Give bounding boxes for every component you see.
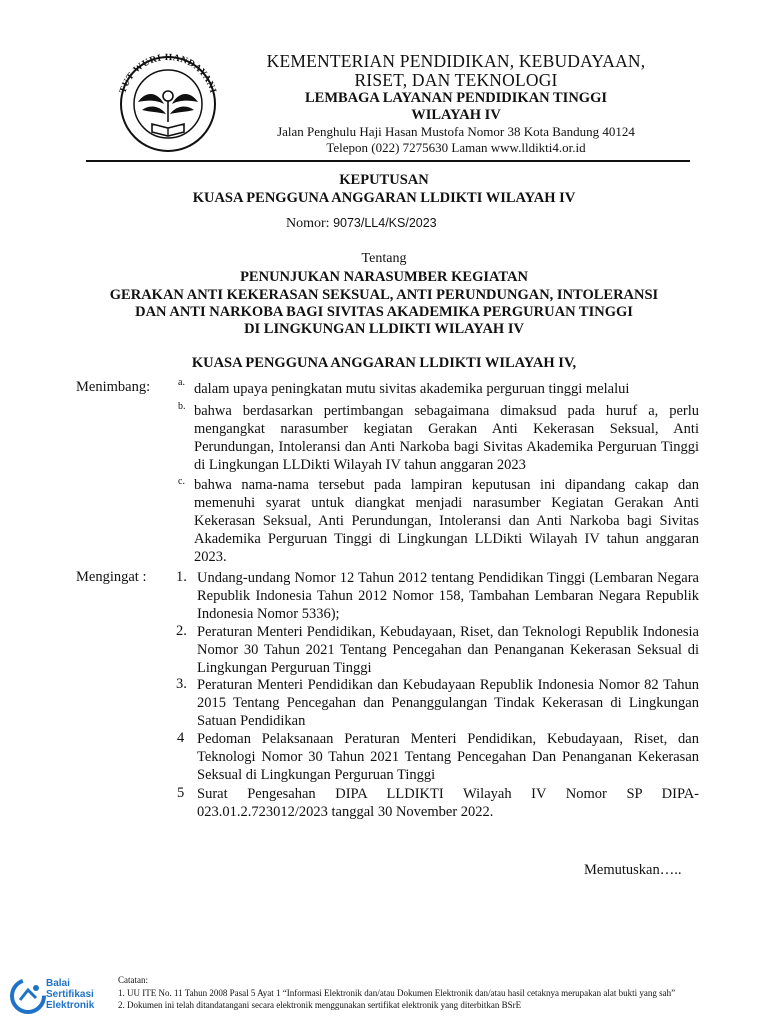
letterhead-address: Jalan Penghulu Haji Hasan Mustofa Nomor 38 Kota Bandung 40124	[277, 124, 635, 139]
decree-subject-line: PENUNJUKAN NARASUMBER KEGIATAN	[240, 269, 528, 285]
catatan-label: Catatan:	[118, 975, 148, 985]
svg-text:TUT WURI HANDAYANI: TUT WURI HANDAYANI	[118, 52, 218, 95]
decree-opening: KUASA PENGGUNA ANGGARAN LLDIKTI WILAYAH IV,	[191, 355, 577, 371]
decree-number	[286, 216, 437, 232]
bsre-name-line: Balai	[46, 978, 70, 989]
list-marker: b.	[178, 401, 186, 412]
decree-subject-line: DI LINGKUNGAN LLDIKTI WILAYAH IV	[244, 321, 524, 337]
list-marker: c.	[178, 476, 185, 487]
memutuskan-text: Memutuskan…..	[584, 862, 682, 878]
bsre-name-line: Sertifikasi	[46, 989, 94, 1000]
footer-note: 2. Dokumen ini telah ditandatangani secara elektronik menggunakan sertifikat elektronik yang diterbitkan BSrE	[118, 1000, 522, 1010]
menimbang-item: bahwa nama-nama tersebut pada lampiran keputusan ini dipandang cakap dan memenuhi syarat untuk diangkat menjadi narasumber Kegiatan Gerakan Anti Kekerasan Seksual, Anti Perundungan, Intoleransi dan Anti Narkoba bagi Sivitas Akademika Perguruan Tinggi di Lingkungan LLDikti Wilayah IV tahun anggaran 2023.	[194, 477, 699, 565]
menimbang-item: dalam upaya peningkatan mutu sivitas akademika perguruan tinggi melalui	[194, 381, 630, 397]
decree-subject-line: GERAKAN ANTI KEKERASAN SEKSUAL, ANTI PERUNDUNGAN, INTOLERANSI	[109, 287, 659, 303]
decree-tentang: Tentang	[361, 251, 407, 266]
decree-number-value: 9073/LL4/KS/2023	[333, 216, 437, 230]
decree-title: KEPUTUSAN	[339, 172, 429, 188]
list-marker: a.	[178, 377, 185, 388]
mengingat-label: Mengingat :	[76, 569, 147, 585]
mengingat-item: Pedoman Pelaksanaan Peraturan Menteri Pendidikan, Kebudayaan, Riset, dan Teknologi Nomor 30 Tahun 2021 Tentang Pencegahan Dan Penanganan Kekerasan Seksual di Lingkungan Perguruan Tinggi	[197, 731, 699, 783]
letterhead-ministry-line1: KEMENTERIAN PENDIDIKAN, KEBUDAYAAN,	[266, 51, 646, 71]
list-marker: 3.	[176, 676, 187, 692]
menimbang-label: Menimbang:	[76, 379, 151, 395]
bsre-emblem-icon	[8, 976, 48, 1016]
decree-issuer: KUASA PENGGUNA ANGGARAN LLDIKTI WILAYAH IV	[192, 190, 576, 206]
mengingat-item: Undang-undang Nomor 12 Tahun 2012 tentang Pendidikan Tinggi (Lembaran Negara Republik Indonesia Tahun 2012 Nomor 158, Tambahan Lembaran Negara Republik Indonesia Nomor 5336);	[197, 570, 699, 622]
letterhead-contact: Telepon (022) 7275630 Laman www.lldikti4.or.id	[326, 140, 586, 155]
footer-notes	[118, 974, 675, 1012]
letterhead-ministry-line2: RISET, DAN TEKNOLOGI	[354, 70, 558, 90]
mengingat-item: Peraturan Menteri Pendidikan, Kebudayaan, Riset, dan Teknologi Republik Indonesia Nomor 30 Tahun 2021 Tentang Pencegahan dan Penanganan Kekerasan Seksual di Lingkungan Perguruan Tinggi	[197, 624, 699, 676]
mengingat-item: Surat Pengesahan DIPA LLDIKTI Wilayah IV Nomor SP DIPA-023.01.2.723012/2023 tanggal 30 November 2022.	[197, 786, 699, 820]
list-marker: 5	[177, 785, 185, 801]
bsre-name-line: Elektronik	[46, 1000, 95, 1011]
bsre-logo	[8, 976, 120, 1016]
decree-number-label: Nomor:	[286, 216, 330, 231]
list-marker: 1.	[176, 569, 187, 585]
list-marker: 2.	[176, 623, 187, 639]
letterhead-agency-line1: LEMBAGA LAYANAN PENDIDIKAN TINGGI	[304, 90, 607, 106]
decree-subject-line: DAN ANTI NARKOBA BAGI SIVITAS AKADEMIKA PERGURUAN TINGGI	[135, 304, 633, 320]
list-marker: 4	[177, 730, 185, 746]
letterhead-agency-line2: WILAYAH IV	[411, 107, 501, 123]
mengingat-item: Peraturan Menteri Pendidikan dan Kebudayaan Republik Indonesia Nomor 82 Tahun 2015 Tentang Pencegahan dan Penanggulangan Tindak Kekerasan di Lingkungan Satuan Pendidikan	[197, 677, 699, 729]
letterhead-divider	[86, 160, 690, 162]
footer-note: 1. UU ITE No. 11 Tahun 2008 Pasal 5 Ayat 1 “Informasi Elektronik dan/atau Dokumen Elektronik dan/atau hasil cetaknya merupakan alat bukti yang sah”	[118, 987, 676, 998]
menimbang-item: bahwa berdasarkan pertimbangan sebagaimana dimaksud pada huruf a, perlu mengangkat narasumber kegiatan Gerakan Anti Kekerasan Seksual, Anti Perundungan, Intoleransi dan Anti Narkoba bagi Sivitas Akademika Perguruan Tinggi di Lingkungan LLDikti Wilayah IV tahun anggaran 2023	[194, 403, 699, 473]
